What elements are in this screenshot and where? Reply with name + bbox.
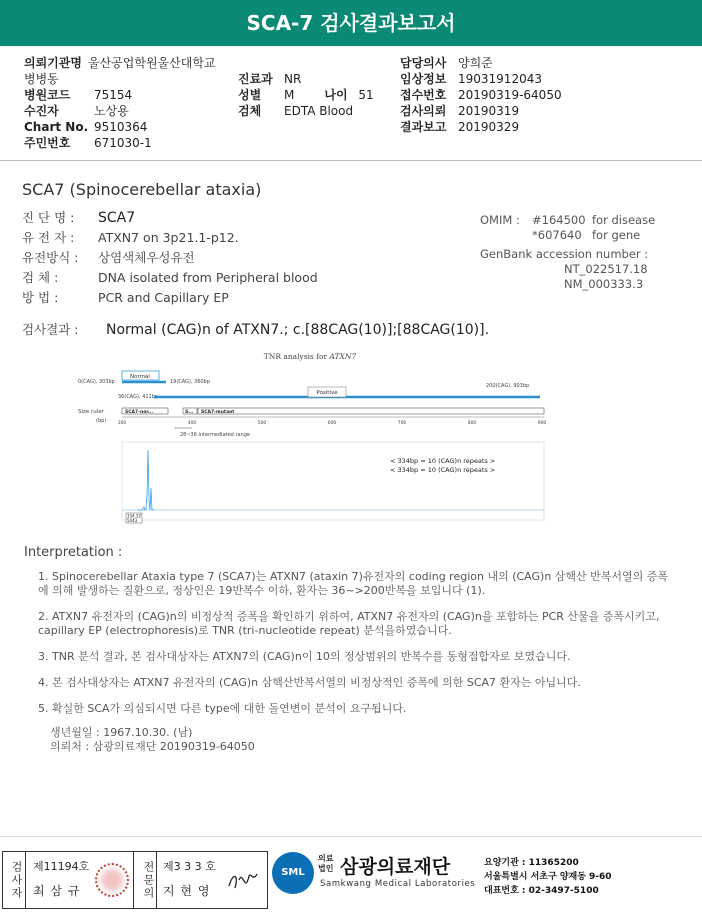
approver-label: 전문의 — [133, 852, 157, 908]
report-row: 검 체 : DNA isolated from Peripheral blood — [22, 270, 318, 285]
org-address: 서울특별시 서초구 양재동 9-60 — [484, 872, 612, 882]
result-value: Normal (CAG)n of ATXN7.; c.[88CAG(10)];[88CAG(10)]. — [106, 322, 490, 338]
sml-logo: SML — [272, 852, 314, 894]
omim-row: *607640 for gene — [532, 228, 641, 242]
approver-no: 제3 3 3 호 — [163, 860, 216, 873]
tick-label: 400 — [187, 421, 197, 426]
org-phone: 대표번호 : 02-3497-5100 — [484, 886, 599, 896]
info-row: 검체 EDTA Blood — [238, 104, 354, 118]
ruler-box — [198, 408, 544, 414]
info-row: 성별 M 나이 51 — [238, 88, 374, 102]
org-code: 요양기관 : 11365200 — [484, 858, 579, 868]
info-row: 진료과 NR — [238, 72, 302, 86]
org-name: 삼광의료재단 — [340, 856, 451, 878]
org-english: Samkwang Medical Laboratories — [320, 879, 476, 889]
info-row: 임상정보 19031912043 — [400, 72, 542, 86]
birth-date: 생년월일 : 1967.10.30. (남) — [50, 726, 193, 739]
info-row: 주민번호 671030-1 — [24, 136, 152, 150]
info-row: 담당의사 양희준 — [400, 56, 493, 70]
info-row: 검사의뢰 20190319 — [400, 104, 520, 118]
info-row: 접수번호 20190319-64050 — [400, 88, 562, 102]
omim-row: OMIM : #164500 for disease — [480, 213, 656, 227]
checker-no: 제11194호 — [33, 860, 90, 873]
info-row: 수진자 노상용 — [24, 104, 129, 118]
tick-label: 300 — [117, 421, 127, 426]
tick-label: 800 — [467, 421, 477, 426]
official-seal — [95, 863, 129, 897]
tnr-figure — [78, 350, 550, 530]
figure-title: TNR analysis for ATXN7 — [263, 352, 357, 361]
signature — [225, 866, 259, 896]
info-row: Chart No. 9510364 — [24, 120, 148, 134]
checker-name: 최 삼 규 — [33, 884, 81, 898]
genbank-id: NT_022517.18 — [564, 262, 648, 276]
report-row: 방 법 : PCR and Capillary EP — [22, 290, 229, 305]
genbank-id: NM_000333.3 — [564, 277, 644, 291]
report-fields — [22, 208, 318, 308]
interpretation-body — [38, 570, 670, 754]
repeat-line: < 334bp = 10 (CAG)n repeats > — [390, 457, 496, 465]
info-col-3 — [400, 55, 600, 135]
ruler-box-label: SCA7-nor... — [125, 410, 154, 415]
ruler-ticks — [118, 420, 547, 426]
omim-block — [480, 213, 655, 292]
interpretation-title: Interpretation : — [24, 545, 123, 560]
interpretation-item: 5. 확실한 SCA가 의심되시면 다른 type에 대한 돌연변이 분석이 요구됩니다. — [38, 702, 407, 715]
genbank-label: GenBank accession number : — [480, 247, 649, 261]
report-title: SCA-7 검사결과보고서 — [0, 0, 702, 46]
size-ruler-label: Size ruler — [78, 409, 104, 415]
electropherogram-frame — [122, 442, 544, 520]
ruler-box-label: S... — [185, 410, 194, 415]
info-row: 결과보고 20190329 — [400, 120, 520, 134]
tick-label: 500 — [257, 421, 267, 426]
normal-label: Normal — [130, 374, 150, 380]
info-col-2 — [238, 71, 398, 119]
result-row: 검사결과 : Normal (CAG)n of ATXN7.; c.[88CAG(10)];[88CAG(10)]. — [22, 322, 490, 338]
bar-label: 0(CAG), 303bp — [78, 379, 115, 385]
info-row: 병원코드 75154 — [24, 88, 133, 102]
report-row: 유 전 자 : ATXN7 on 3p21.1-p12. — [22, 230, 239, 245]
report-row: 유전방식 : 상염색체우성유전 — [22, 250, 195, 265]
ruler-box-label: SCA7-mutant — [201, 410, 235, 415]
interpretation-item: 2. ATXN7 유전자의 (CAG)n의 비정상적 증폭을 확인하기 위하여, ATXN7 유전자의 (CAG)n을 포함하는 PCR 산물을 증폭시키고, capillary EP (electrophoresis)로 TNR (tri-nucleotide repeat) 분석을하였습니다. — [38, 610, 660, 637]
intermediate-label: 28~36 intermediated range — [180, 432, 250, 438]
checker-label: 검사자 — [3, 852, 26, 908]
size-unit-label: (bp) — [96, 418, 107, 424]
positive-label: Positive — [316, 390, 338, 396]
section-title: SCA7 (Spinocerebellar ataxia) — [22, 180, 262, 199]
org-contact — [484, 856, 612, 898]
bar-label: 200(CAG), 903bp — [486, 383, 530, 389]
bar-label: 19(CAG), 360bp — [170, 379, 211, 385]
info-col-1 — [24, 55, 224, 151]
report-row: 진 단 명 : SCA7 — [22, 210, 136, 226]
interpretation-item: 4. 본 검사대상자는 ATXN7 유전자의 (CAG)n 삼핵산반복서열의 비정상적인 증폭에 의한 SCA7 환자는 아닙니다. — [38, 676, 581, 689]
interpretation-item: 3. TNR 분석 결과, 본 검사대상자는 ATXN7의 (CAG)n이 10의 정상범위의 반복수를 동형접합자로 보였습니다. — [38, 650, 571, 663]
repeat-line: < 334bp = 10 (CAG)n repeats > — [390, 466, 496, 474]
peak-label: 334.32 — [127, 513, 141, 519]
signature-box — [2, 851, 268, 909]
org-small: 의료 법인 — [318, 854, 334, 873]
divider — [0, 836, 702, 837]
info-row: 의뢰기관명 울산공업학원울산대학교병병동 — [24, 56, 216, 86]
requester: 의뢰처 : 삼광의료재단 20190319-64050 — [50, 740, 255, 753]
approver-name: 지 현 영 — [163, 884, 211, 898]
bar-label: 36(CAG), 411bp — [118, 394, 159, 400]
tick-label: 600 — [327, 421, 337, 426]
divider — [0, 160, 702, 161]
tick-label: 900 — [537, 421, 547, 426]
peak-label: 5443 — [127, 518, 138, 523]
tick-label: 700 — [397, 421, 407, 426]
interpretation-item: 1. Spinocerebellar Ataxia type 7 (SCA7)는 ATXN7 (ataxin 7)유전자의 coding region 내의 (CAG)n 삼핵산 반복서열의 증폭에 의해 발생하는 질환으로, 정상인은 19반복수 이하, 환자는 36~>200반복을 보입니다 (1). — [38, 570, 669, 597]
